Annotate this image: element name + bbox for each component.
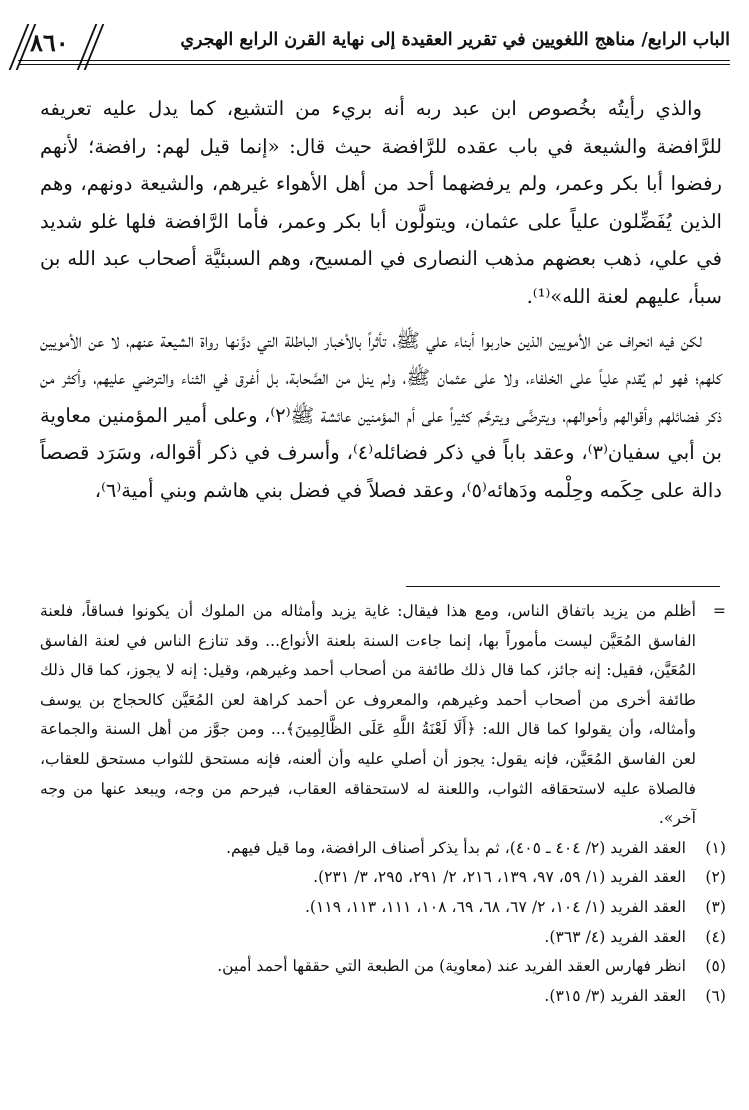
footnote-number: (٣)	[705, 897, 726, 916]
header-rule-thin	[18, 64, 730, 65]
footnote-text: العقد الفريد (٢/ ٤٠٤ ـ ٤٠٥)، ثم بدأ يذكر أصناف الرافضة، وما قيل فيهم.	[226, 838, 686, 857]
footnote-number: (٢)	[705, 868, 726, 887]
chapter-title: الباب الرابع/ مناهج اللغويين في تقرير العقيدة إلى نهاية القرن الرابع الهجري	[180, 30, 730, 50]
continuation-mark: =	[712, 602, 726, 620]
page-number: ٨٦٠	[30, 28, 69, 57]
paragraph: لكن فيه انحراف عن الأمويين الذين حاربوا أبناء علي ﷺ، تأثراً بالأخبار الباطلة التي دوَّنها رواة الشيعة عنهم، لا عن الأمويين كلهم؛ فهو لم يُقدم علياً على الخلفاء، ولا على عثمان ﷺ، ولم ينل من الصَّحابة، بل أغرق في الثناء والترضي عليهم، وأكثر من ذكر فضائلهم وأقوالهم وأحوالهم، ويترضَّى ويترحَّم كثيراً على أم المؤمنين عائشة ﷺ⁽٢⁾، وعلى أمير المؤمنين معاوية بن أبي سفيان⁽٣⁾، وعقد باباً في ذكر فضائله⁽٤⁾، وأسرف في ذكر أقواله، وسَرَد قصصاً دالة على حِكَمه وحِلْمه ودَهائه⁽٥⁾، وعقد فصلاً في فضل بني هاشم وبني أمية⁽٦⁾،	[40, 328, 722, 502]
continued-footnote	[40, 597, 730, 834]
footnote-number: (٥)	[705, 957, 726, 976]
footnote	[40, 952, 730, 982]
footnote-text: انظر فهارس العقد الفريد عند (معاوية) من الطبعة التي حققها أحمد أمين.	[217, 957, 686, 976]
footnote	[40, 893, 730, 923]
paragraph: والذي رأيتُه بخُصوص ابن عبد ربه أنه بريء من التشيع، كما يدل عليه تعريفه للرَّافضة والشيعة في باب عقده للرَّافضة حيث قال: «إنما قيل لهم: رافضة؛ لأنهم رفضوا أبا بكر وعمر، ولم يرفضهما أحد من أهل الأهواء غيرهم، والشيعة دونهم، وهم الذين يُفَضِّلون علياً على عثمان، ويتولَّون أبا بكر وعمر، فأما الرَّافضة فلها غلو شديد في علي، ذهب بعضهم مذهب النصارى في المسيح، وهم السبئيَّة أصحاب عبد الله بن سبأ، عليهم لعنة الله»⁽¹⁾.	[40, 97, 722, 308]
footnote-number: (٦)	[705, 986, 726, 1005]
footnote-divider	[406, 586, 720, 587]
footnote-text: العقد الفريد (٣/ ٣١٥).	[544, 986, 686, 1005]
footnote-number: (١)	[705, 838, 726, 857]
footnote-text: العقد الفريد (١/ ١٠٤، ٢/ ٦٧، ٦٨، ٦٩، ١٠٨، ١١١، ١١٣، ١١٩).	[304, 897, 686, 916]
footnote	[40, 863, 730, 893]
header-rule	[18, 60, 730, 61]
footnotes	[40, 597, 730, 1011]
footnote-number: (٤)	[705, 927, 726, 946]
footnote-text: العقد الفريد (٤/ ٣٦٣).	[544, 927, 686, 946]
footnote	[40, 982, 730, 1012]
footnote-list	[40, 834, 730, 1012]
page-header	[18, 22, 730, 70]
main-text	[40, 90, 722, 510]
footnote	[40, 834, 730, 864]
continued-footnote-text: أظلم من يزيد باتفاق الناس، ومع هذا فيقال: غاية يزيد وأمثاله من الملوك أن يكونوا فساقاً، فلعنة الفاسق المُعَيَّن ليست مأموراً بها، إنما جاءت السنة بلعنة الأنواع... وقد تنازع الناس في لعنة الفاسق المُعَيَّن، فقيل: إنه جائز، كما قال ذلك طائفة من أصحاب أحمد وغيرهم، وقيل: إنه لا يجوز، كما قال ذلك طائفة أخرى من أصحاب أحمد وغيرهم، والمعروف عن أحمد كراهة لعن المُعَيَّن كالحجاج بن يوسف وأمثاله، وأن يقولوا كما قال الله: ﴿أَلَا لَعْنَةُ اللَّهِ عَلَى الظَّالِمِينَ﴾... ومن جوَّز من أهل السنة والجماعة لعن الفاسق المُعَيَّن، فإنه يقول: يجوز أن أصلي عليه وأن ألعنه، فإنه مستحق للثواب مستحق للعقاب، فالصلاة عليه لاستحقاقه الثواب، واللعنة له لاستحقاقه العقاب، فيرحم من وجه، ويبعد عنها من وجه آخر».	[40, 602, 696, 828]
footnote	[40, 923, 730, 953]
footnote-text: العقد الفريد (١/ ٥٩، ٩٧، ١٣٩، ٢١٦، ٢/ ٢٩١، ٢٩٥، ٣/ ٢٣١).	[313, 868, 686, 887]
